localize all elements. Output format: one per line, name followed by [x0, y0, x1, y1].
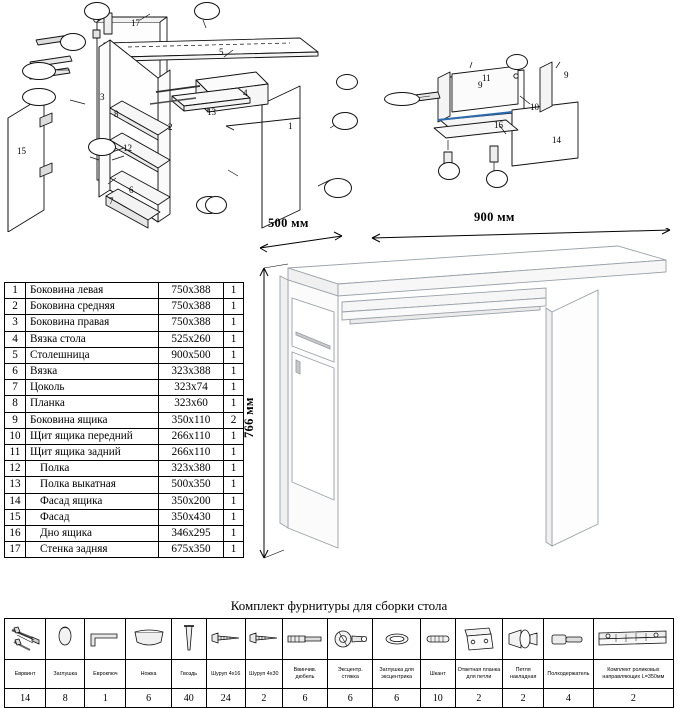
part-size: 346х295	[159, 526, 224, 542]
svg-text:5: 5	[219, 47, 224, 57]
part-size: 350х430	[159, 509, 224, 525]
callout-bubble	[88, 138, 116, 156]
svg-text:3: 3	[100, 92, 105, 102]
parts-list-body	[5, 283, 244, 558]
callout-bubble	[506, 54, 528, 70]
part-qty: 1	[224, 283, 244, 299]
callout-bubble	[194, 2, 220, 20]
part-name: Полка выкатная	[26, 477, 159, 493]
hardware-count: 6	[373, 689, 420, 708]
width-dimension-label: 900 мм	[474, 210, 515, 224]
part-size: 350х200	[159, 493, 224, 509]
callout-bubble	[22, 62, 56, 80]
part-number: 16	[5, 526, 26, 542]
part-size: 323х380	[159, 461, 224, 477]
part-qty: 1	[224, 331, 244, 347]
shelf-support-icon	[544, 619, 593, 660]
part-qty: 1	[224, 445, 244, 461]
table-row	[5, 380, 244, 396]
part-size: 525х260	[159, 331, 224, 347]
callout-bubble	[438, 162, 460, 180]
hardware-count: 6	[126, 689, 171, 708]
table-row	[5, 509, 244, 525]
callout-bubble	[336, 74, 358, 90]
part-number: 3	[5, 315, 26, 331]
callout-bubble	[22, 88, 56, 106]
callout-bubble	[84, 2, 110, 20]
part-size: 750х388	[159, 315, 224, 331]
callout-bubble	[486, 170, 508, 188]
part-number: 6	[5, 364, 26, 380]
hardware-count: 2	[245, 689, 282, 708]
drawer-slide-icon	[593, 619, 673, 660]
part-qty: 1	[224, 299, 244, 315]
part-size: 266х110	[159, 445, 224, 461]
svg-text:7: 7	[109, 196, 114, 206]
parts-list-table	[4, 282, 244, 558]
hardware-name: Шуруп 4х16	[206, 660, 245, 689]
nail-icon	[171, 619, 206, 660]
callout-bubble	[324, 178, 352, 198]
hardware-kit-title: Комплект фурнитуры для сборки стола	[230, 598, 448, 613]
part-qty: 1	[224, 526, 244, 542]
part-qty: 1	[224, 461, 244, 477]
hardware-count: 2	[503, 689, 544, 708]
hardware-count: 4	[544, 689, 593, 708]
callout-bubble	[384, 92, 420, 106]
svg-text:4: 4	[243, 88, 248, 98]
desk-3d-view	[246, 228, 678, 568]
part-size: 750х388	[159, 283, 224, 299]
hardware-kit-table	[4, 618, 674, 708]
part-name: Стенка задняя	[26, 542, 159, 558]
part-qty: 1	[224, 315, 244, 331]
part-number: 1	[5, 283, 26, 299]
part-name: Щит ящика передний	[26, 428, 159, 444]
table-row	[5, 315, 244, 331]
part-name: Вязка	[26, 364, 159, 380]
part-size: 323х60	[159, 396, 224, 412]
table-row	[5, 299, 244, 315]
hardware-count: 10	[420, 689, 455, 708]
part-name: Вязка стола	[26, 331, 159, 347]
desk-dimension-drawing	[242, 210, 678, 568]
part-number: 15	[5, 509, 26, 525]
part-name: Щит ящика задний	[26, 445, 159, 461]
table-row	[5, 412, 244, 428]
part-name: Цоколь	[26, 380, 159, 396]
table-row	[5, 493, 244, 509]
part-name: Фасад ящика	[26, 493, 159, 509]
cam-lock-icon	[328, 619, 373, 660]
part-qty: 2	[224, 412, 244, 428]
height-dimension-label: 766 мм	[242, 397, 256, 438]
svg-text:1: 1	[288, 121, 293, 131]
dowel-icon	[420, 619, 455, 660]
svg-text:10: 10	[530, 102, 539, 112]
part-qty: 1	[224, 477, 244, 493]
hardware-name: Комплект роликовых направляющих L=350мм	[593, 660, 673, 689]
part-size: 500х350	[159, 477, 224, 493]
part-number: 2	[5, 299, 26, 315]
table-row	[5, 331, 244, 347]
depth-dimension-label: 500 мм	[268, 216, 309, 230]
svg-text:16: 16	[494, 120, 503, 130]
part-size: 750х388	[159, 299, 224, 315]
part-name: Полка	[26, 461, 159, 477]
svg-text:14: 14	[552, 135, 561, 145]
hardware-count: 2	[593, 689, 673, 708]
hardware-name: Еврокпюч	[85, 660, 126, 689]
part-qty: 1	[224, 493, 244, 509]
screw-4x30-icon	[245, 619, 282, 660]
part-size: 675х350	[159, 542, 224, 558]
svg-text:15: 15	[17, 146, 26, 156]
part-number: 9	[5, 412, 26, 428]
callout-bubble	[60, 33, 86, 51]
part-number: 14	[5, 493, 26, 509]
part-qty: 1	[224, 347, 244, 363]
table-row	[5, 477, 244, 493]
hardware-count: 40	[171, 689, 206, 708]
leg-icon	[126, 619, 171, 660]
table-row	[5, 396, 244, 412]
hinge-icon	[503, 619, 544, 660]
svg-text:8: 8	[114, 109, 119, 119]
part-number: 5	[5, 347, 26, 363]
hardware-name: Шкант	[420, 660, 455, 689]
hardware-name: Заглушка для эксцентрика	[373, 660, 420, 689]
part-number: 4	[5, 331, 26, 347]
callout-bubble	[332, 112, 358, 130]
part-qty: 1	[224, 428, 244, 444]
hardware-name: Петля накладная	[503, 660, 544, 689]
part-qty: 1	[224, 542, 244, 558]
svg-text:13: 13	[207, 107, 216, 117]
hardware-count: 6	[328, 689, 373, 708]
part-size: 900х500	[159, 347, 224, 363]
part-number: 12	[5, 461, 26, 477]
part-number: 11	[5, 445, 26, 461]
hardware-name: Эксцентр. стяжка	[328, 660, 373, 689]
hardware-name: Заглушка	[46, 660, 85, 689]
part-name: Боковина левая	[26, 283, 159, 299]
part-name: Боковина правая	[26, 315, 159, 331]
part-name: Планка	[26, 396, 159, 412]
part-name: Боковина ящика	[26, 412, 159, 428]
hardware-name: Полкодержатель	[544, 660, 593, 689]
hardware-name: Шуруп 4х30	[245, 660, 282, 689]
part-size: 323х388	[159, 364, 224, 380]
hardware-count: 1	[85, 689, 126, 708]
screw-icon	[5, 619, 46, 660]
svg-text:12: 12	[123, 143, 132, 153]
part-name: Дно ящика	[26, 526, 159, 542]
part-size: 266х110	[159, 428, 224, 444]
hardware-count: 24	[206, 689, 245, 708]
hardware-count: 2	[455, 689, 502, 708]
hardware-icons-row	[5, 619, 674, 660]
hexkey-icon	[85, 619, 126, 660]
part-name: Столешница	[26, 347, 159, 363]
svg-text:11: 11	[482, 73, 491, 83]
part-size: 323х74	[159, 380, 224, 396]
svg-text:9: 9	[564, 70, 569, 80]
part-size: 350х110	[159, 412, 224, 428]
hardware-name: Гвоздь	[171, 660, 206, 689]
dowel-screw-icon	[282, 619, 327, 660]
table-row	[5, 347, 244, 363]
exploded-assembly-drawing	[0, 0, 678, 232]
hardware-count: 6	[282, 689, 327, 708]
callout-bubble	[205, 196, 227, 214]
table-row	[5, 428, 244, 444]
table-row	[5, 283, 244, 299]
part-qty: 1	[224, 364, 244, 380]
part-number: 17	[5, 542, 26, 558]
hardware-name: Ответная планка для петли	[455, 660, 502, 689]
cam-cap-icon	[373, 619, 420, 660]
table-row	[5, 364, 244, 380]
hardware-name: Ввинчив. дюбель	[282, 660, 327, 689]
hardware-name: Еврвинт	[5, 660, 46, 689]
hardware-counts-row	[5, 689, 674, 708]
part-number: 10	[5, 428, 26, 444]
part-number: 7	[5, 380, 26, 396]
cap-icon	[46, 619, 85, 660]
hardware-name: Ножка	[126, 660, 171, 689]
part-number: 13	[5, 477, 26, 493]
hinge-plate-icon	[455, 619, 502, 660]
hardware-names-row	[5, 660, 674, 689]
svg-text:6: 6	[129, 185, 134, 195]
table-row	[5, 461, 244, 477]
svg-text:17: 17	[131, 18, 140, 28]
part-qty: 1	[224, 396, 244, 412]
table-row	[5, 445, 244, 461]
part-qty: 1	[224, 509, 244, 525]
screw-4x16-icon	[206, 619, 245, 660]
part-name: Боковина средняя	[26, 299, 159, 315]
part-qty: 1	[224, 380, 244, 396]
svg-text:9: 9	[478, 80, 483, 90]
table-row	[5, 542, 244, 558]
hardware-count: 8	[46, 689, 85, 708]
hardware-count: 14	[5, 689, 46, 708]
part-number: 8	[5, 396, 26, 412]
svg-text:2: 2	[168, 122, 173, 132]
part-name: Фасад	[26, 509, 159, 525]
table-row	[5, 526, 244, 542]
